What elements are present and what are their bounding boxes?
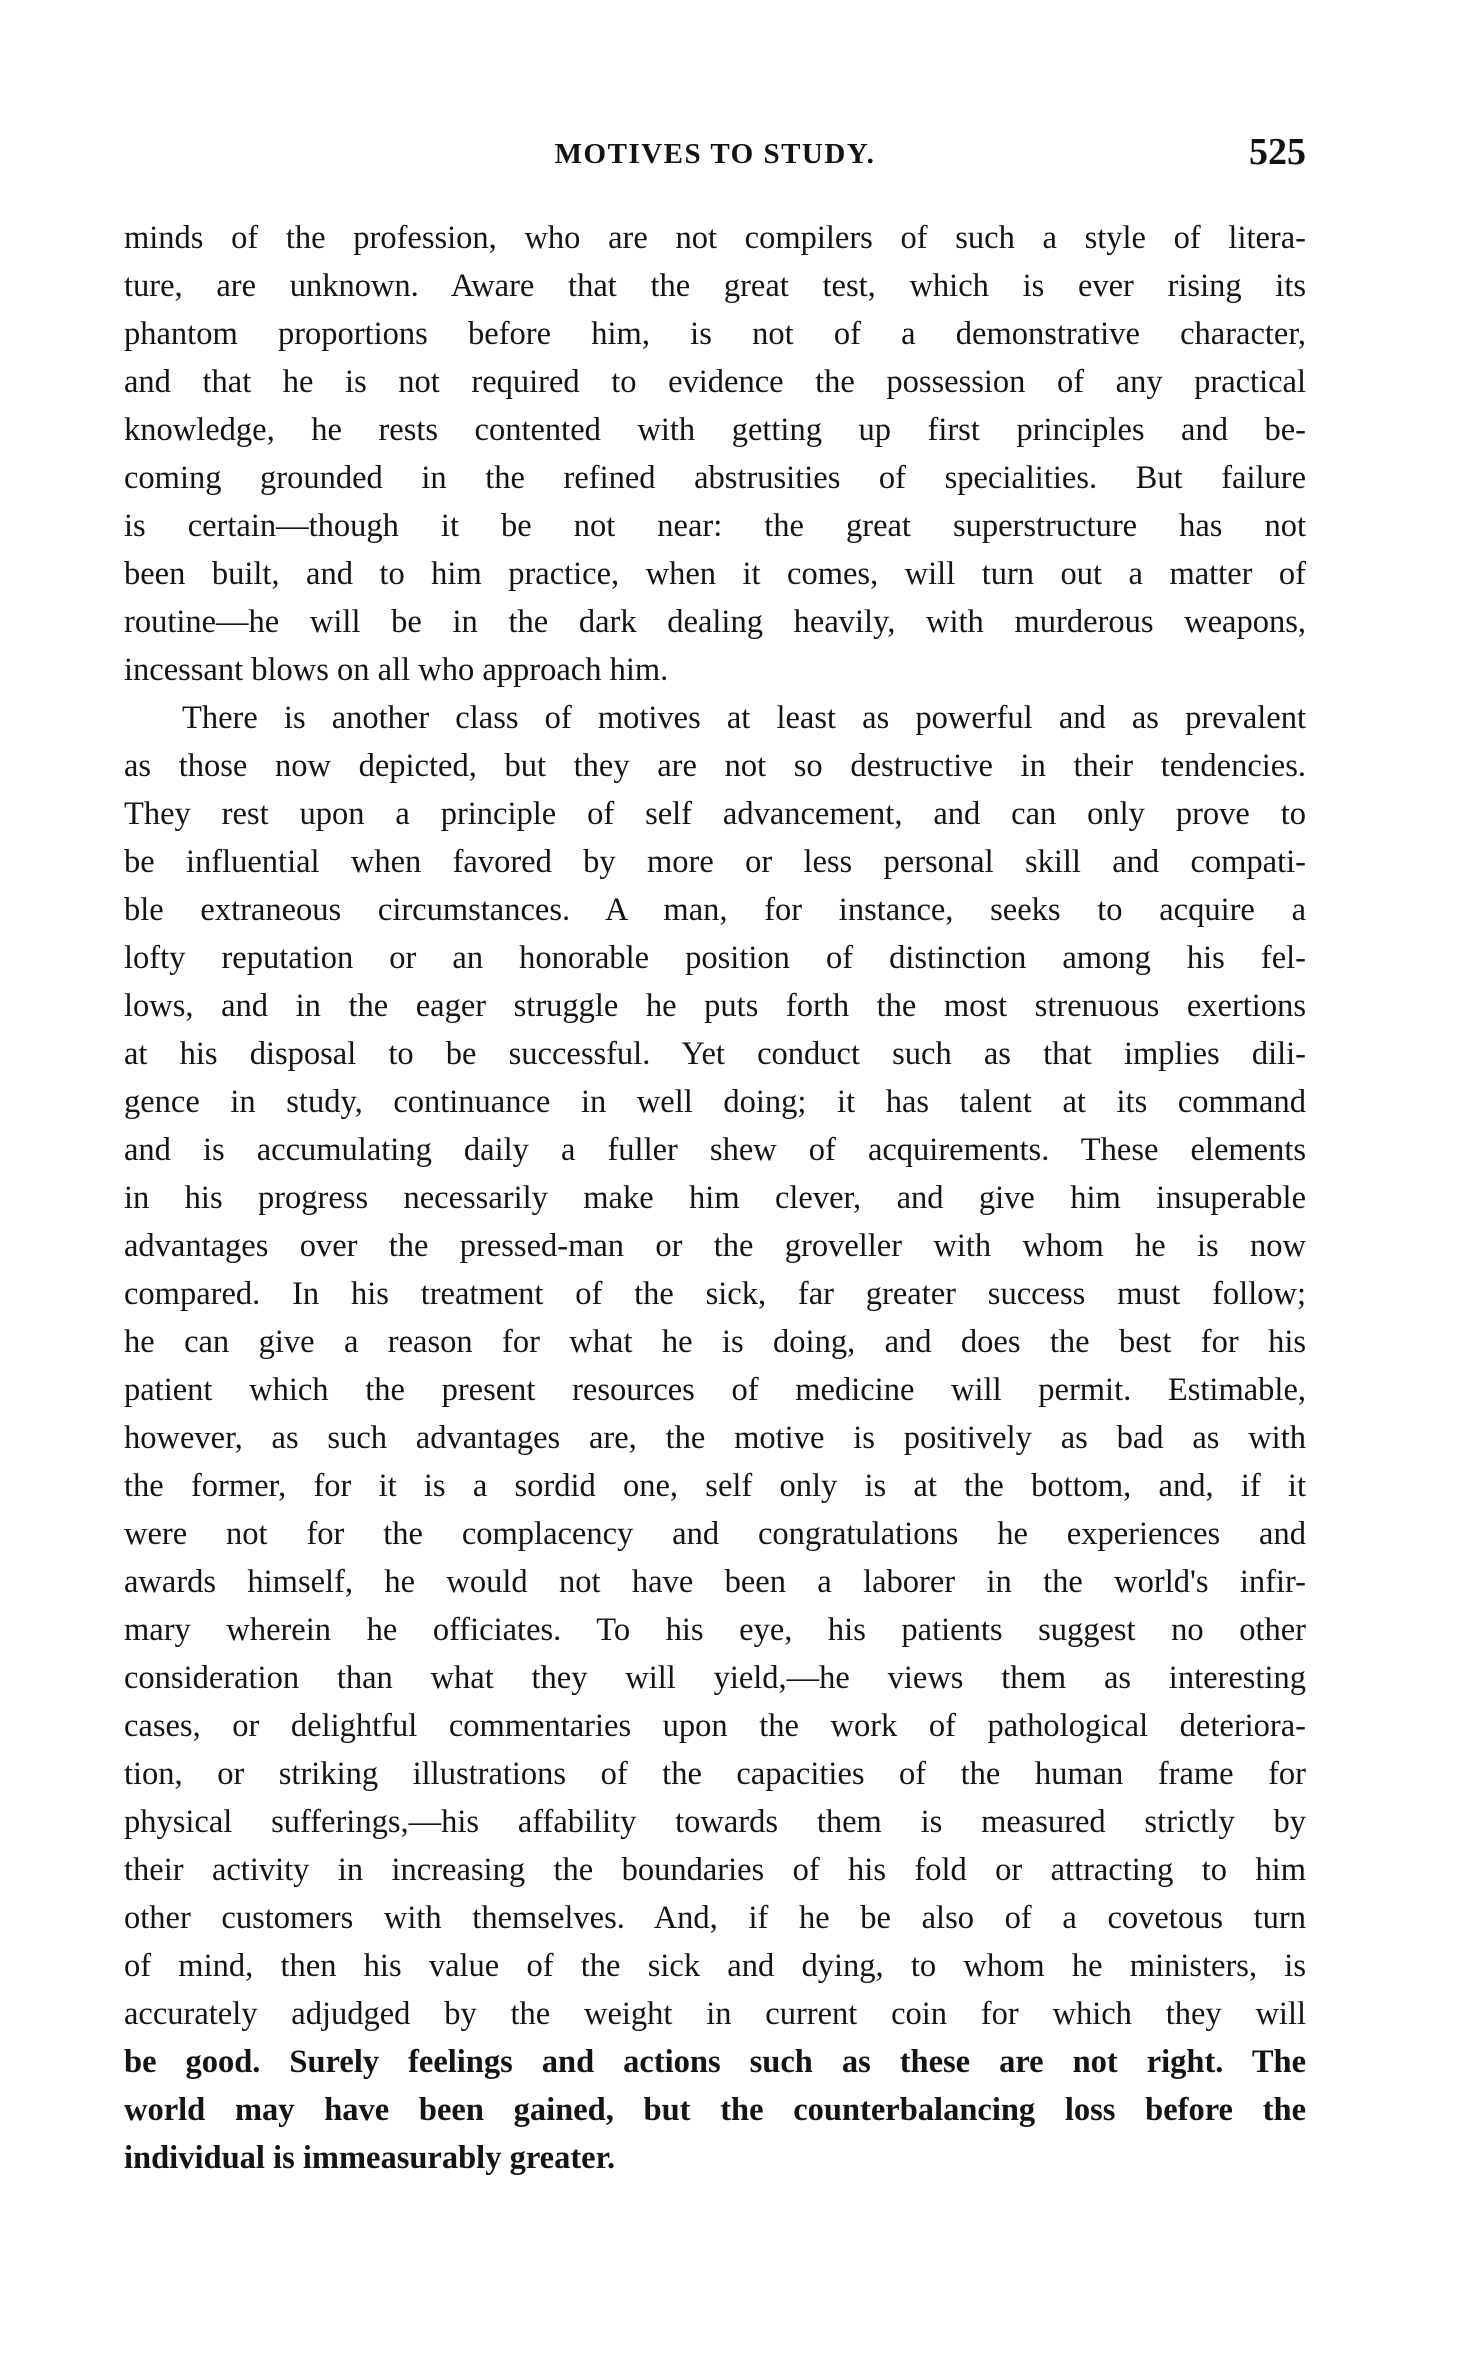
text-line: gence in study, continuance in well doing; it has talent at its command <box>124 1084 1306 1120</box>
text-line: cases, or delightful commentaries upon the work of pathological deteriora- <box>124 1708 1306 1744</box>
text-line: They rest upon a principle of self advancement, and can only prove to <box>124 796 1306 832</box>
text-line: awards himself, he would not have been a laborer in the world's infir- <box>124 1564 1306 1600</box>
running-title: MOTIVES TO STUDY. <box>554 138 876 170</box>
text-line: minds of the profession, who are not compilers of such a style of litera- <box>124 220 1306 256</box>
text-line: however, as such advantages are, the motive is positively as bad as with <box>124 1420 1306 1456</box>
text-line: the former, for it is a sordid one, self only is at the bottom, and, if it <box>124 1468 1306 1504</box>
text-line: be influential when favored by more or less personal skill and compati- <box>124 844 1306 880</box>
text-line: compared. In his treatment of the sick, far greater success must follow; <box>124 1276 1306 1312</box>
text-line: individual is immeasurably greater. <box>124 2140 616 2176</box>
text-line: other customers with themselves. And, if he be also of a covetous turn <box>124 1900 1306 1936</box>
text-line: he can give a reason for what he is doing, and does the best for his <box>124 1324 1306 1360</box>
text-line: of mind, then his value of the sick and dying, to whom he ministers, is <box>124 1948 1306 1984</box>
text-line: world may have been gained, but the counterbalancing loss before the <box>124 2092 1306 2128</box>
text-line: and that he is not required to evidence the possession of any practical <box>124 364 1306 400</box>
text-line: incessant blows on all who approach him. <box>124 652 669 688</box>
text-line: patient which the present resources of medicine will permit. Estimable, <box>124 1372 1306 1408</box>
text-line: ble extraneous circumstances. A man, for instance, seeks to acquire a <box>124 892 1306 928</box>
paragraph-1 <box>124 214 1306 694</box>
paragraph-2 <box>124 694 1306 2182</box>
page-number: 525 <box>1249 131 1306 173</box>
text-line: lows, and in the eager struggle he puts forth the most strenuous exertions <box>124 988 1306 1024</box>
text-line: in his progress necessarily make him clever, and give him insuperable <box>124 1180 1306 1216</box>
text-line: phantom proportions before him, is not of a demonstrative character, <box>124 316 1306 352</box>
text-line: were not for the complacency and congratulations he experiences and <box>124 1516 1306 1552</box>
text-line: accurately adjudged by the weight in current coin for which they will <box>124 1996 1306 2032</box>
text-line: is certain—though it be not near: the great superstructure has not <box>124 508 1306 544</box>
text-line: routine—he will be in the dark dealing heavily, with murderous weapons, <box>124 604 1306 640</box>
text-line: at his disposal to be successful. Yet conduct such as that implies dili- <box>124 1036 1306 1072</box>
text-line: ture, are unknown. Aware that the great test, which is ever rising its <box>124 268 1306 304</box>
text-line: physical sufferings,—his affability towards them is measured strictly by <box>124 1804 1306 1840</box>
text-line: and is accumulating daily a fuller shew of acquirements. These elements <box>124 1132 1306 1168</box>
text-line: as those now depicted, but they are not so destructive in their tendencies. <box>124 748 1306 784</box>
text-line: knowledge, he rests contented with getting up first principles and be- <box>124 412 1306 448</box>
text-line: been built, and to him practice, when it comes, will turn out a matter of <box>124 556 1306 592</box>
text-line: lofty reputation or an honorable position of distinction among his fel- <box>124 940 1306 976</box>
running-head <box>124 126 1306 186</box>
text-line: their activity in increasing the boundaries of his fold or attracting to him <box>124 1852 1306 1888</box>
text-line: tion, or striking illustrations of the capacities of the human frame for <box>124 1756 1306 1792</box>
text-line: There is another class of motives at least as powerful and as prevalent <box>182 700 1306 736</box>
text-line: be good. Surely feelings and actions such as these are not right. The <box>124 2044 1306 2080</box>
body-text <box>124 214 1306 2182</box>
text-line: mary wherein he officiates. To his eye, his patients suggest no other <box>124 1612 1306 1648</box>
text-line: coming grounded in the refined abstrusities of specialities. But failure <box>124 460 1306 496</box>
text-line: consideration than what they will yield,—he views them as interesting <box>124 1660 1306 1696</box>
text-line: advantages over the pressed-man or the groveller with whom he is now <box>124 1228 1306 1264</box>
